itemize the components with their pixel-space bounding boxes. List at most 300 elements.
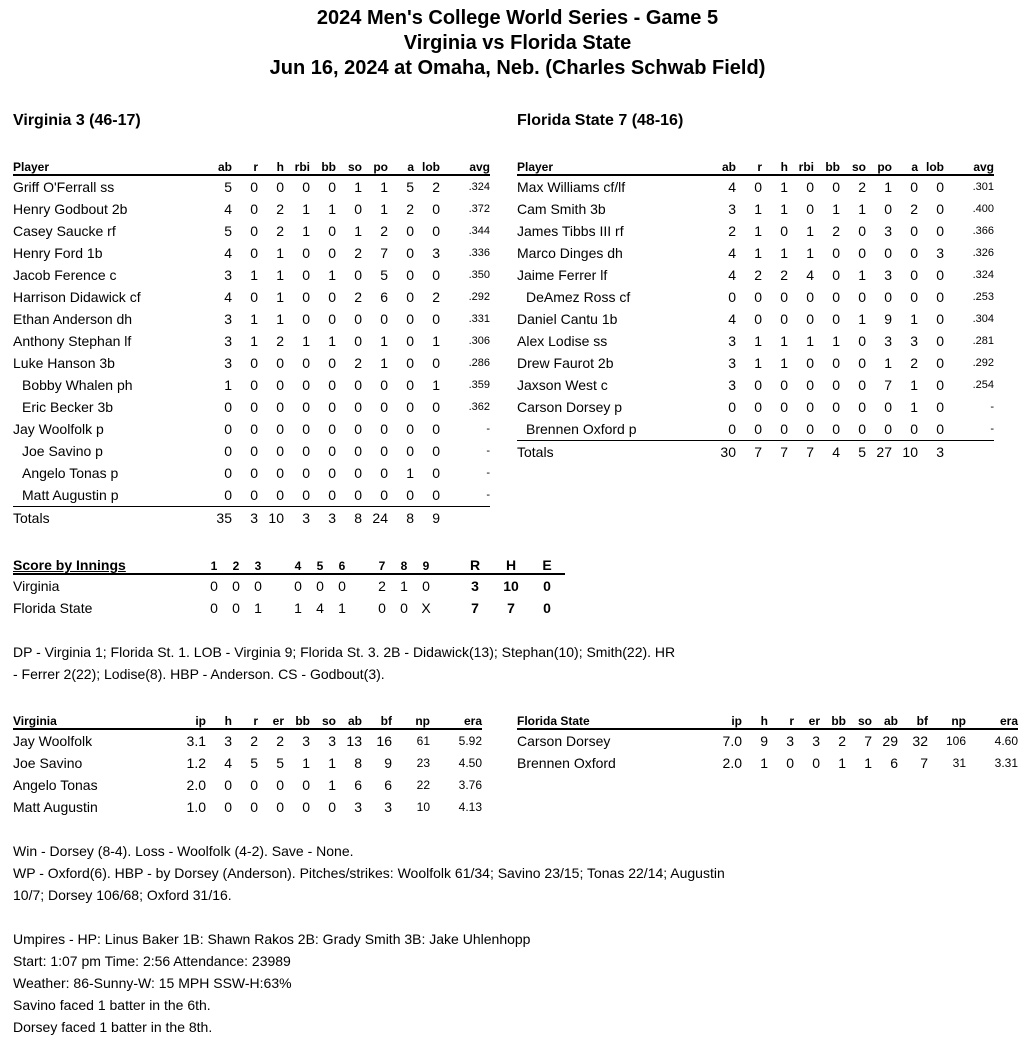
stat-h: 0 bbox=[276, 355, 284, 371]
player-name: Alex Lodise ss bbox=[517, 333, 608, 349]
batter-row bbox=[517, 198, 994, 220]
stat-so: 0 bbox=[354, 333, 362, 349]
stat-a: 0 bbox=[406, 377, 414, 393]
stat-rbi: 0 bbox=[302, 355, 310, 371]
inning-score: 0 bbox=[210, 600, 218, 616]
stat-ab: 4 bbox=[728, 311, 736, 327]
stat-a: 2 bbox=[910, 355, 918, 371]
player-name: Jaxson West c bbox=[517, 377, 608, 393]
stat-ip: 2.0 bbox=[186, 777, 206, 793]
player-name: Joe Savino p bbox=[22, 443, 103, 459]
stat-bb: 2 bbox=[832, 223, 840, 239]
pitching-team-label: Virginia bbox=[13, 711, 162, 729]
stat-po: 1 bbox=[884, 179, 892, 195]
stat-r: 0 bbox=[250, 799, 258, 815]
pitcher-row bbox=[517, 752, 1018, 774]
stat-ab: 2 bbox=[728, 223, 736, 239]
stat-lob: 0 bbox=[936, 267, 944, 283]
totals-row bbox=[13, 507, 490, 530]
stat-avg: .254 bbox=[972, 379, 994, 391]
batter-row bbox=[13, 418, 490, 440]
stat-po: 0 bbox=[380, 399, 388, 415]
inning-score: 0 bbox=[400, 600, 408, 616]
stat-h: 2 bbox=[276, 201, 284, 217]
game-notes bbox=[13, 641, 1013, 685]
pitcher-row bbox=[517, 729, 1018, 752]
stat-bb: 0 bbox=[328, 245, 336, 261]
stat-ab: 5 bbox=[224, 223, 232, 239]
stat-h: 1 bbox=[780, 179, 788, 195]
total-so: 8 bbox=[354, 510, 362, 526]
player-name: Eric Becker 3b bbox=[22, 399, 114, 415]
stat-a: 0 bbox=[910, 289, 918, 305]
batter-row bbox=[13, 308, 490, 330]
stat-bb: 0 bbox=[832, 245, 840, 261]
stat-so: 0 bbox=[858, 377, 866, 393]
column-header-avg: avg bbox=[440, 157, 490, 175]
stat-so: 3 bbox=[328, 733, 336, 749]
column-header-so: so bbox=[310, 711, 336, 729]
stat-h: 1 bbox=[276, 311, 284, 327]
stat-bb: 1 bbox=[328, 267, 336, 283]
inning-score: 1 bbox=[400, 578, 408, 594]
inning-score: 0 bbox=[422, 578, 430, 594]
stat-h: 0 bbox=[276, 377, 284, 393]
column-header-r: r bbox=[768, 711, 794, 729]
stat-rbi: 0 bbox=[284, 484, 310, 507]
total-a: 10 bbox=[902, 444, 918, 460]
column-header-era: era bbox=[966, 711, 1018, 729]
game-title: 2024 Men's College World Series - Game 5 bbox=[316, 7, 719, 29]
inning-score: 0 bbox=[232, 600, 240, 616]
column-header-h: h bbox=[762, 157, 788, 175]
pitcher-name: Jay Woolfolk bbox=[13, 733, 93, 749]
stat-po: 2 bbox=[380, 223, 388, 239]
stat-r: 0 bbox=[754, 399, 762, 415]
stat-h: 0 bbox=[276, 465, 284, 481]
stat-lob: 0 bbox=[936, 201, 944, 217]
rhe-header-r: R bbox=[437, 556, 493, 574]
rhe-value-h: 10 bbox=[503, 578, 519, 594]
stat-ab: 6 bbox=[890, 755, 898, 771]
stat-avg: .253 bbox=[972, 291, 994, 303]
linescore-row bbox=[13, 574, 565, 597]
column-header-ab: ab bbox=[196, 157, 232, 175]
stat-r: 0 bbox=[250, 777, 258, 793]
game-info-block bbox=[13, 928, 1023, 1038]
stat-lob: 0 bbox=[432, 267, 440, 283]
stat-a: 0 bbox=[406, 289, 414, 305]
stat-a: 0 bbox=[406, 267, 414, 283]
stat-lob: 0 bbox=[936, 333, 944, 349]
stat-so: 2 bbox=[354, 245, 362, 261]
stat-so: 1 bbox=[328, 777, 336, 793]
stat-ab: 3 bbox=[224, 267, 232, 283]
inning-score: 4 bbox=[316, 600, 324, 616]
stat-so: 1 bbox=[864, 755, 872, 771]
column-header-po: po bbox=[866, 157, 892, 175]
stat-ab: 29 bbox=[882, 733, 898, 749]
stat-bb: 0 bbox=[328, 443, 336, 459]
stat-lob: 2 bbox=[432, 179, 440, 195]
stat-po: 7 bbox=[380, 245, 388, 261]
stat-lob: 0 bbox=[432, 311, 440, 327]
stat-er: 3 bbox=[812, 733, 820, 749]
inning-score: 2 bbox=[378, 578, 386, 594]
stat-lob: 0 bbox=[432, 421, 440, 437]
column-header-lob: lob bbox=[414, 157, 440, 175]
stat-a: 0 bbox=[388, 484, 414, 507]
stat-rbi: 1 bbox=[806, 333, 814, 349]
stat-so: 2 bbox=[354, 355, 362, 371]
start-time-line: Start: 1:07 pm Time: 2:56 Attendance: 23989 bbox=[13, 953, 291, 969]
rhe-value-r: 7 bbox=[471, 600, 479, 616]
stat-a: 2 bbox=[406, 201, 414, 217]
stat-so: 0 bbox=[858, 399, 866, 415]
stat-bb: 0 bbox=[328, 377, 336, 393]
stat-r: 0 bbox=[250, 179, 258, 195]
column-header-ab: ab bbox=[700, 157, 736, 175]
stat-h: 0 bbox=[276, 443, 284, 459]
stat-bb: 1 bbox=[302, 755, 310, 771]
total-lob: 9 bbox=[432, 510, 440, 526]
stat-h: 1 bbox=[276, 267, 284, 283]
stat-avg: .362 bbox=[468, 401, 490, 413]
stat-r: 1 bbox=[250, 311, 258, 327]
away-team-heading: Virginia 3 (46-17) bbox=[13, 112, 141, 129]
stat-lob: 0 bbox=[936, 179, 944, 195]
batter-row bbox=[517, 242, 994, 264]
stat-h: 2 bbox=[276, 333, 284, 349]
stat-a: 0 bbox=[910, 223, 918, 239]
stat-np: 23 bbox=[416, 756, 430, 770]
player-name: Henry Ford 1b bbox=[13, 245, 103, 261]
stat-a: 3 bbox=[910, 333, 918, 349]
inning-header: 3 bbox=[247, 556, 269, 574]
pitching-header-row bbox=[13, 711, 482, 729]
stat-rbi: 0 bbox=[302, 421, 310, 437]
rhe-header-e: E bbox=[529, 556, 565, 574]
stat-r: 2 bbox=[250, 733, 258, 749]
stat-bb: 0 bbox=[302, 777, 310, 793]
player-name: Marco Dinges dh bbox=[517, 245, 623, 261]
total-so: 5 bbox=[858, 444, 866, 460]
stat-ip: 1.2 bbox=[186, 755, 206, 771]
stat-lob: 0 bbox=[432, 443, 440, 459]
decisions-block bbox=[13, 840, 1023, 906]
stat-po: 1 bbox=[884, 355, 892, 371]
player-name: Brennen Oxford p bbox=[517, 418, 700, 441]
player-name: Casey Saucke rf bbox=[13, 223, 116, 239]
stat-po: 0 bbox=[884, 201, 892, 217]
umpires-line: Umpires - HP: Linus Baker 1B: Shawn Rakos 2B: Grady Smith 3B: Jake Uhlenhopp bbox=[13, 931, 531, 947]
stat-bb: 1 bbox=[328, 333, 336, 349]
total-rbi: 7 bbox=[806, 444, 814, 460]
stat-h: 1 bbox=[780, 245, 788, 261]
batter-row bbox=[517, 418, 994, 441]
stat-so: 0 bbox=[858, 223, 866, 239]
stat-ab: 0 bbox=[728, 289, 736, 305]
stat-era: 5.92 bbox=[458, 734, 482, 748]
home-batting-table bbox=[517, 157, 994, 463]
stat-ab: 0 bbox=[196, 484, 232, 507]
column-header-a: a bbox=[388, 157, 414, 175]
away-batting-table bbox=[13, 157, 490, 529]
stat-a: 0 bbox=[910, 245, 918, 261]
stat-po: 1 bbox=[380, 355, 388, 371]
stat-lob: 1 bbox=[432, 377, 440, 393]
home-team-heading: Florida State 7 (48-16) bbox=[517, 112, 684, 129]
stat-rbi: 0 bbox=[302, 311, 310, 327]
stat-po: 6 bbox=[380, 289, 388, 305]
stat-bb: 0 bbox=[302, 799, 310, 815]
stat-era: 4.13 bbox=[458, 800, 482, 814]
stat-lob: 0 bbox=[936, 355, 944, 371]
column-header-h: h bbox=[206, 711, 232, 729]
stat-rbi: 0 bbox=[302, 399, 310, 415]
column-header-so: so bbox=[840, 157, 866, 175]
linescore-row bbox=[13, 597, 565, 619]
stat-h: 0 bbox=[258, 484, 284, 507]
stat-rbi: 1 bbox=[806, 245, 814, 261]
stat-rbi: 0 bbox=[806, 355, 814, 371]
stat-a: 0 bbox=[406, 333, 414, 349]
stat-avg: .372 bbox=[468, 203, 490, 215]
player-name: Max Williams cf/lf bbox=[517, 179, 626, 195]
stat-h: 9 bbox=[760, 733, 768, 749]
inning-header: 7 bbox=[353, 556, 393, 574]
game-info-note: Dorsey faced 1 batter in the 8th. bbox=[13, 1019, 213, 1035]
player-name: Jaime Ferrer lf bbox=[517, 267, 608, 283]
stat-so: 1 bbox=[858, 267, 866, 283]
stat-r: 0 bbox=[250, 465, 258, 481]
pitcher-name: Carson Dorsey bbox=[517, 733, 611, 749]
stat-ab: 3 bbox=[354, 799, 362, 815]
stat-so: 0 bbox=[354, 267, 362, 283]
game-notes-line: - Ferrer 2(22); Lodise(8). HBP - Anderson. CS - Godbout(3). bbox=[13, 666, 385, 682]
stat-r: 0 bbox=[786, 755, 794, 771]
stat-bb: 0 bbox=[832, 289, 840, 305]
stat-avg: .306 bbox=[468, 335, 490, 347]
stat-r: 0 bbox=[250, 399, 258, 415]
stat-bb: 0 bbox=[832, 355, 840, 371]
stat-r: 0 bbox=[754, 377, 762, 393]
stat-so: 0 bbox=[354, 443, 362, 459]
stat-lob: 0 bbox=[432, 465, 440, 481]
linescore-label: Score by Innings bbox=[13, 556, 203, 574]
column-header-po: po bbox=[362, 157, 388, 175]
stat-avg: - bbox=[990, 401, 994, 413]
stat-rbi: 1 bbox=[302, 333, 310, 349]
rhe-value-e: 0 bbox=[543, 600, 551, 616]
weather-line: Weather: 86-Sunny-W: 15 MPH SSW-H:63% bbox=[13, 975, 292, 991]
stat-np: 106 bbox=[945, 734, 966, 748]
stat-po: 9 bbox=[884, 311, 892, 327]
batting-header-row bbox=[13, 157, 490, 175]
stat-a: 0 bbox=[910, 267, 918, 283]
stat-po: 0 bbox=[380, 421, 388, 437]
stat-h: 0 bbox=[276, 179, 284, 195]
column-header-r: r bbox=[232, 157, 258, 175]
stat-r: 1 bbox=[754, 333, 762, 349]
batter-row bbox=[517, 264, 994, 286]
stat-rbi: 0 bbox=[302, 179, 310, 195]
stat-avg: .324 bbox=[468, 181, 490, 193]
stat-bf: 9 bbox=[384, 755, 392, 771]
stat-po: 0 bbox=[380, 443, 388, 459]
stat-r: 3 bbox=[786, 733, 794, 749]
stat-ip: 2.0 bbox=[722, 755, 742, 771]
column-header-np: np bbox=[392, 711, 430, 729]
boxscore-header bbox=[0, 6, 1035, 81]
stat-r: 0 bbox=[250, 245, 258, 261]
matchup-title: Virginia vs Florida State bbox=[403, 32, 632, 54]
inning-header: 2 bbox=[225, 556, 247, 574]
stat-ab: 3 bbox=[224, 311, 232, 327]
player-name: Daniel Cantu 1b bbox=[517, 311, 618, 327]
batter-row bbox=[13, 396, 490, 418]
column-header-player: Player bbox=[13, 157, 196, 175]
stat-h: 3 bbox=[224, 733, 232, 749]
stat-po: 3 bbox=[884, 223, 892, 239]
stat-a: 0 bbox=[892, 418, 918, 441]
batter-row bbox=[13, 242, 490, 264]
stat-rbi: 0 bbox=[788, 418, 814, 441]
stat-ab: 4 bbox=[728, 245, 736, 261]
totals-row bbox=[517, 441, 994, 464]
decisions-line: Win - Dorsey (8-4). Loss - Woolfolk (4-2). Save - None. bbox=[13, 843, 354, 859]
pitcher-row bbox=[13, 774, 482, 796]
stat-h: 1 bbox=[780, 201, 788, 217]
stat-rbi: 1 bbox=[806, 223, 814, 239]
stat-rbi: 1 bbox=[302, 223, 310, 239]
stat-ab: 0 bbox=[224, 421, 232, 437]
stat-lob: 2 bbox=[432, 289, 440, 305]
batter-row bbox=[517, 308, 994, 330]
stat-lob: 1 bbox=[432, 333, 440, 349]
stat-r: 0 bbox=[754, 289, 762, 305]
batter-row bbox=[517, 330, 994, 352]
batter-row bbox=[517, 396, 994, 418]
stat-po: 1 bbox=[380, 201, 388, 217]
stat-ab: 3 bbox=[728, 377, 736, 393]
player-name: Matt Augustin p bbox=[13, 484, 196, 507]
stat-a: 0 bbox=[406, 223, 414, 239]
pitching-header-row bbox=[517, 711, 1018, 729]
stat-bb: 0 bbox=[328, 465, 336, 481]
stat-r: 1 bbox=[754, 245, 762, 261]
stat-bf: 6 bbox=[384, 777, 392, 793]
player-name: Drew Faurot 2b bbox=[517, 355, 614, 371]
column-header-ab: ab bbox=[336, 711, 362, 729]
stat-bb: 0 bbox=[328, 289, 336, 305]
stat-so: 0 bbox=[858, 289, 866, 305]
stat-so: 0 bbox=[328, 799, 336, 815]
stat-avg: - bbox=[944, 418, 994, 441]
batter-row bbox=[13, 462, 490, 484]
column-header-era: era bbox=[430, 711, 482, 729]
stat-po: 3 bbox=[884, 333, 892, 349]
stat-era: 3.31 bbox=[994, 756, 1018, 770]
column-header-r: r bbox=[736, 157, 762, 175]
stat-avg: .324 bbox=[972, 269, 994, 281]
stat-bb: 1 bbox=[328, 201, 336, 217]
stat-avg: .359 bbox=[468, 379, 490, 391]
stat-rbi: 0 bbox=[302, 267, 310, 283]
stat-rbi: 0 bbox=[302, 465, 310, 481]
rhe-header-h: H bbox=[493, 556, 529, 574]
stat-ab: 3 bbox=[224, 333, 232, 349]
player-name: Henry Godbout 2b bbox=[13, 201, 128, 217]
stat-lob: 3 bbox=[432, 245, 440, 261]
stat-r: 0 bbox=[250, 377, 258, 393]
column-header-ip: ip bbox=[162, 711, 206, 729]
date-location: Jun 16, 2024 at Omaha, Neb. (Charles Schwab Field) bbox=[269, 57, 766, 79]
pitcher-name: Matt Augustin bbox=[13, 799, 98, 815]
stat-so: 0 bbox=[354, 377, 362, 393]
stat-avg: .281 bbox=[972, 335, 994, 347]
stat-h: 1 bbox=[760, 755, 768, 771]
player-name: Anthony Stephan lf bbox=[13, 333, 132, 349]
stat-er: 0 bbox=[276, 777, 284, 793]
pitcher-name: Angelo Tonas bbox=[13, 777, 98, 793]
player-name: Griff O'Ferrall ss bbox=[13, 179, 115, 195]
stat-rbi: 0 bbox=[806, 179, 814, 195]
player-name: Cam Smith 3b bbox=[517, 201, 606, 217]
stat-r: 0 bbox=[250, 289, 258, 305]
stat-r: 1 bbox=[250, 267, 258, 283]
stat-po: 0 bbox=[866, 418, 892, 441]
total-h: 10 bbox=[268, 510, 284, 526]
player-name: Jacob Ference c bbox=[13, 267, 117, 283]
stat-np: 31 bbox=[952, 756, 966, 770]
stat-lob: 0 bbox=[936, 223, 944, 239]
stat-h: 1 bbox=[780, 355, 788, 371]
stat-avg: - bbox=[486, 445, 490, 457]
stat-a: 0 bbox=[406, 421, 414, 437]
stat-a: 1 bbox=[910, 377, 918, 393]
stat-so: 1 bbox=[328, 755, 336, 771]
stat-avg: .304 bbox=[972, 313, 994, 325]
stat-bb: 0 bbox=[832, 399, 840, 415]
stat-h: 0 bbox=[762, 418, 788, 441]
stat-bf: 16 bbox=[376, 733, 392, 749]
total-po: 27 bbox=[876, 444, 892, 460]
stat-r: 1 bbox=[754, 355, 762, 371]
stat-bb: 3 bbox=[302, 733, 310, 749]
batter-row bbox=[13, 484, 490, 507]
stat-h: 0 bbox=[276, 399, 284, 415]
column-header-player: Player bbox=[517, 157, 700, 175]
inning-header: 5 bbox=[309, 556, 331, 574]
stat-h: 0 bbox=[780, 399, 788, 415]
home-pitching-table bbox=[517, 711, 1018, 774]
stat-so: 0 bbox=[354, 311, 362, 327]
total-a: 8 bbox=[406, 510, 414, 526]
column-header-lob: lob bbox=[918, 157, 944, 175]
totals-label: Totals bbox=[517, 444, 554, 460]
stat-avg: .366 bbox=[972, 225, 994, 237]
player-name: Bobby Whalen ph bbox=[22, 377, 133, 393]
total-r: 3 bbox=[250, 510, 258, 526]
player-name: Luke Hanson 3b bbox=[13, 355, 115, 371]
total-po: 24 bbox=[372, 510, 388, 526]
stat-avg: - bbox=[486, 467, 490, 479]
column-header-rbi: rbi bbox=[284, 157, 310, 175]
stat-a: 0 bbox=[406, 355, 414, 371]
stat-a: 0 bbox=[406, 245, 414, 261]
stat-r: 1 bbox=[754, 223, 762, 239]
